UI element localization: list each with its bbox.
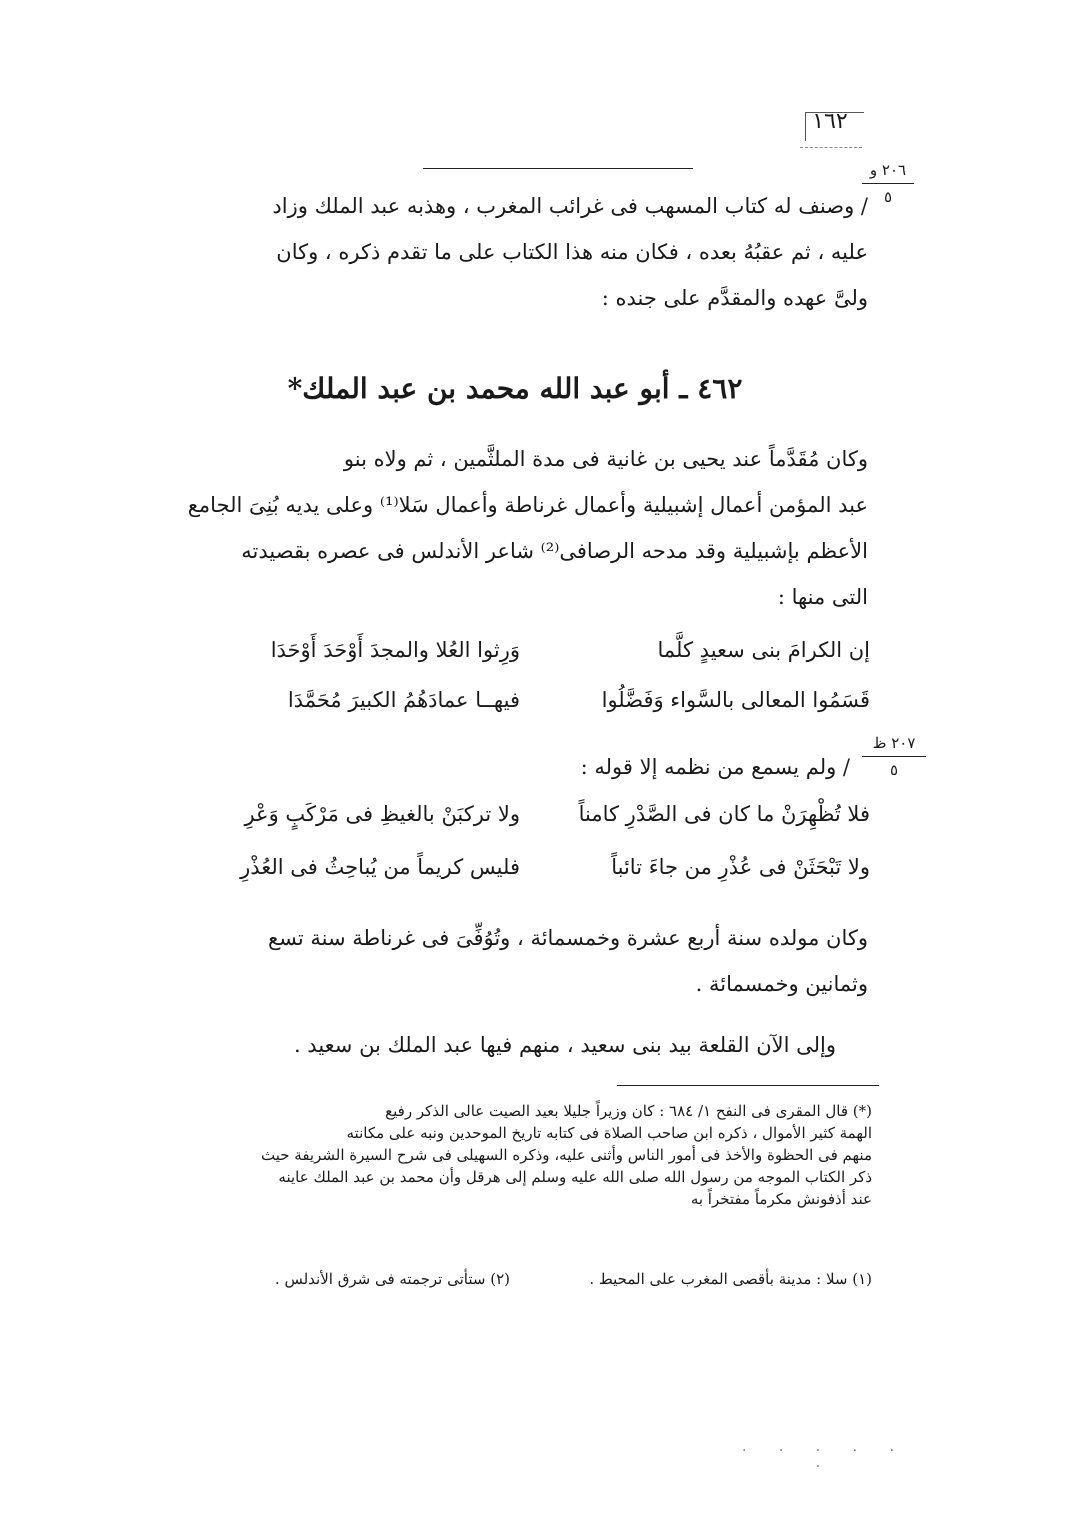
line-number: ٥ <box>889 761 899 779</box>
poem-two-verse-2-second-hemistich: فليس كريماً من يُباحِثُ فى العُذْرِ <box>240 855 520 879</box>
poem-two-verse-2-first-hemistich: ولا تَبْحَثَنْ فى عُذْرِ من جاءَ تائباً <box>611 855 870 879</box>
page-number-underline <box>800 147 862 148</box>
line-number: ٥ <box>883 188 893 206</box>
death-paragraph <box>172 915 868 1007</box>
poem-one-verse-2-second-hemistich: فيهــا عمادَهُمُ الكبيرَ مُحَمَّدَا <box>287 688 520 712</box>
text-line: عليه ، ثم عقبُهُ بعده ، فكان منه هذا الكتاب على ما تقدم ذكره ، وكان <box>276 240 868 264</box>
folio-label: ٢٠٦ و <box>869 161 907 179</box>
poem-one-verse-1-first-hemistich: إن الكرامَ بنى سعيدٍ كلَّما <box>657 638 870 662</box>
scan-specks: · · · · · · <box>741 1443 909 1475</box>
poem-one-verse-2-first-hemistich: قَسَمُوا المعالى بالسَّواء وَفَضَّلُوا <box>601 688 870 712</box>
text-line: ولىَّ عهده والمقدَّم على جنده : <box>601 286 868 310</box>
margin-marker-folio-207 <box>862 733 926 780</box>
top-rule <box>423 168 693 169</box>
footnote-rule <box>617 1085 879 1086</box>
footnote-1: (١) سلا : مدينة بأقصى المغرب على المحيط . <box>589 1270 872 1288</box>
text-line: وكان مولده سنة أربع عشرة وخمسمائة ، وتُوُفِّىَ فى غرناطة سنة تسع <box>267 926 868 950</box>
poem-one-verse-1-second-hemistich: وَرِثوا العُلا والمجدَ أَوْحَدَ أَوْحَدَا <box>270 638 520 662</box>
entry-heading: ٤٦٢ ـ أبو عبد الله محمد بن عبد الملك* <box>287 372 743 405</box>
footnote-star <box>182 1100 872 1210</box>
margin-marker-folio-206 <box>862 160 914 207</box>
text-line: / وصنف له كتاب المسهب فى غرائب المغرب ، وهذبه عبد الملك وزاد <box>272 194 868 218</box>
text-line: وثمانين وخمسمائة . <box>695 972 868 996</box>
footnote-line: منهم فى الحظوة والأخذ فى أمور الناس وأثنى عليه، وذكره السهيلى فى شرح السيرة الشريفة حيث <box>261 1146 872 1164</box>
text-line: عبد المؤمن أعمال إشبيلية وأعمال غرناطة وأعمال سَلا⁽¹⁾ وعلى يديه بُنِىَ الجامع <box>187 493 868 517</box>
entry-paragraph <box>172 436 868 620</box>
footnote-line: عند أذفونش مكرماً مفتخراً به <box>690 1190 872 1208</box>
folio-rule <box>862 183 914 184</box>
transition-line: / ولم يسمع من نظمه إلا قوله : <box>580 755 850 779</box>
folio-label: ٢٠٧ ظ <box>872 734 916 752</box>
text-line: الأعظم بإشبيلية وقد مدحه الرصافى⁽²⁾ شاعر الأندلس فى عصره بقصيدته <box>241 539 868 563</box>
footnote-line: الهمة كثير الأموال ، ذكره ابن صاحب الصلاة فى كتابه تاريخ الموحدين ونبه على مكانته <box>346 1124 872 1142</box>
footnote-2: (٢) ستأتى ترجمته فى شرق الأندلس . <box>274 1270 510 1288</box>
text-line: وكان مُقَدَّماً عند يحيى بن غانية فى مدة الملثَّمين ، ثم ولاه بنو <box>343 447 868 471</box>
poem-two-verse-1-first-hemistich: فلا تُظْهِرَنْ ما كان فى الصَّدْرِ كامناً <box>578 802 870 826</box>
page-number: ١٦٢ <box>812 109 848 134</box>
intro-paragraph <box>168 183 868 321</box>
poem-two-verse-1-second-hemistich: ولا تركبَنْ بالغيظِ فى مَرْكَبٍ وَعْرِ <box>244 802 520 826</box>
footnote-line: ذكر الكتاب الموجه من رسول الله صلى الله عليه وسلم إلى هرقل وأن محمد بن عبد الملك عاينه <box>278 1168 872 1186</box>
folio-rule <box>862 756 926 757</box>
text-line: التى منها : <box>777 585 868 609</box>
closing-line: وإلى الآن القلعة بيد بنى سعيد ، منهم فيها عبد الملك بن سعيد . <box>293 1033 836 1057</box>
footnote-line: (*) قال المقرى فى النفح ١/ ٦٨٤ : كان وزيراً جليلا بعيد الصيت عالى الذكر رفيع <box>385 1102 872 1120</box>
